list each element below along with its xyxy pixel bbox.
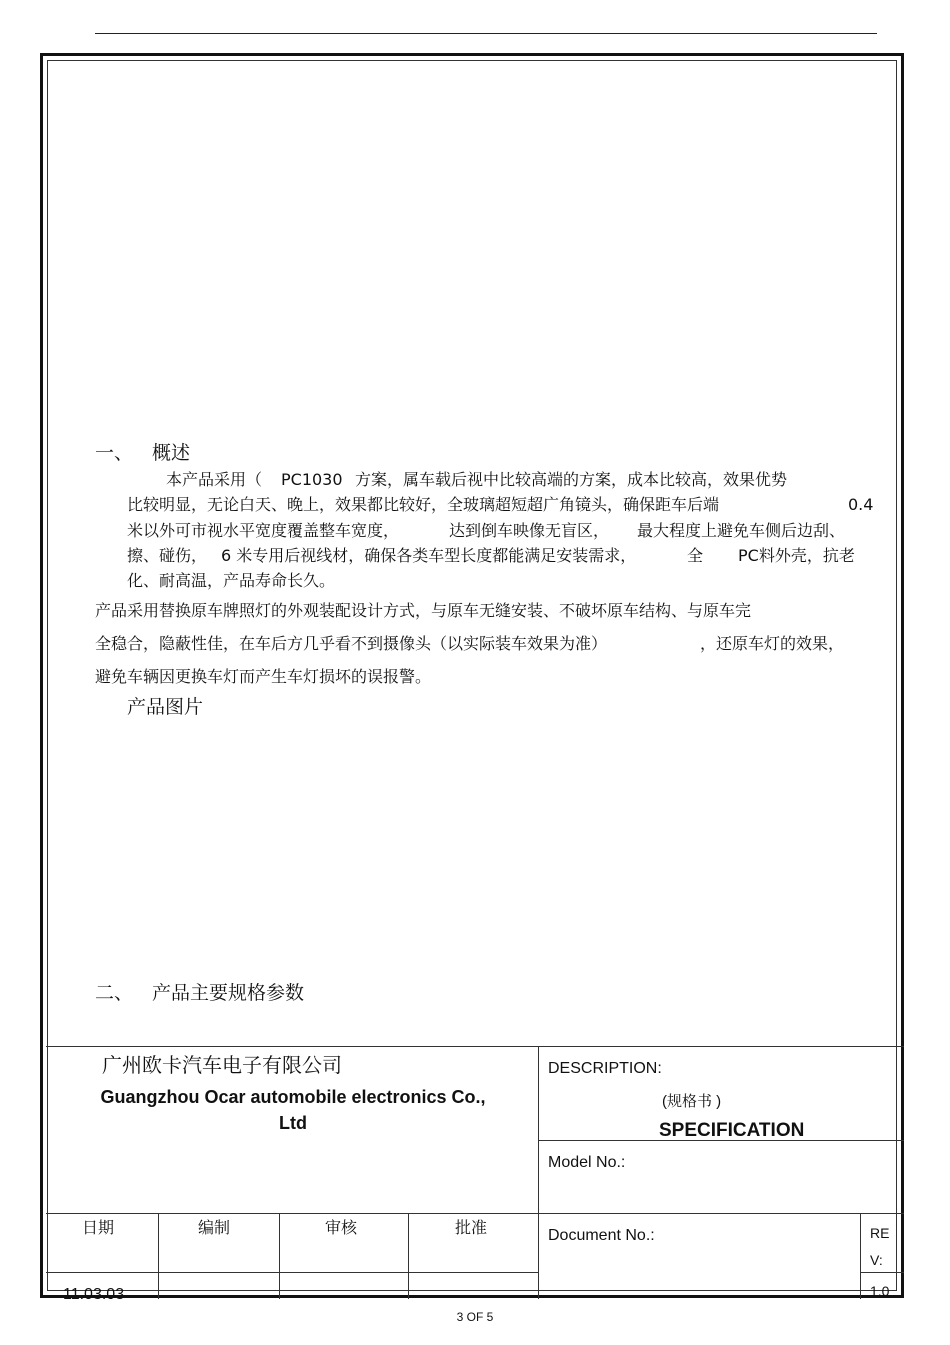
- revision-label-part1: RE: [870, 1225, 890, 1241]
- para1-line3-b: 达到倒车映像无盲区，: [449, 521, 610, 540]
- page-number: 3 OF 5: [456, 1310, 494, 1324]
- para2-line1: 产品采用替换原车牌照灯的外观装配设计方式，与原车无缝安装、不破坏原车结构、与原车完: [95, 601, 752, 620]
- revision-value: 1.0: [870, 1283, 890, 1299]
- document-number-label: Document No.:: [548, 1227, 655, 1244]
- model-number-label: Model No.:: [548, 1154, 626, 1171]
- para1-line3-a: 米以外可市视水平宽度覆盖整车宽度，: [127, 521, 400, 540]
- date-header: 日期: [82, 1218, 115, 1237]
- para1-line1-b: PC1030: [281, 470, 343, 489]
- approve-header: 批准: [455, 1218, 488, 1237]
- description-cn: (规格书 ): [662, 1093, 722, 1110]
- revision-label-part2: V:: [870, 1252, 883, 1268]
- para1-line4-a: 擦、碰伤，: [127, 546, 208, 565]
- header-rule: [95, 33, 877, 34]
- titleblock-vline-rev: [860, 1213, 861, 1299]
- para1-line1-a: 本产品采用（: [166, 470, 263, 489]
- titleblock-top-line: [46, 1046, 904, 1047]
- para1-line4-b: 6 米专用后视线材，确保各类车型长度都能满足安装需求，: [221, 546, 637, 565]
- titleblock-vline-3: [408, 1213, 409, 1299]
- para2-line2-a: 全稳合，隐蔽性佳，在车后方几乎看不到摄像头（以实际装车效果为准）: [95, 634, 608, 653]
- para2-line3: 避免车辆因更换车灯而产生车灯损坏的误报警。: [95, 667, 432, 686]
- company-name-en-line2: Ltd: [279, 1113, 307, 1133]
- description-spec: SPECIFICATION: [659, 1120, 805, 1141]
- para1-line1-c: 方案，属车载后视中比较高端的方案，成本比较高，效果优势: [355, 470, 788, 489]
- section2-title: 产品主要规格参数: [152, 982, 305, 1004]
- section1-title: 概述: [152, 442, 191, 464]
- titleblock-center-vline: [538, 1046, 539, 1299]
- para1-line4-d: PC料外壳，抗老: [738, 546, 855, 565]
- para2-line2-b: ，还原车灯的效果，: [700, 634, 845, 653]
- para1-line2-b: 0.4: [848, 495, 874, 514]
- section2-number: 二、: [95, 982, 134, 1004]
- titleblock-sign-row-line: [46, 1272, 538, 1273]
- para1-line2-a: 比较明显，无论白天、晚上，效果都比较好，全玻璃超短超广角镜头，确保距车后端: [127, 495, 720, 514]
- date-value: 11.03.03: [63, 1286, 125, 1303]
- titleblock-vline-1: [158, 1213, 159, 1299]
- product-photo-label: 产品图片: [127, 696, 204, 718]
- prepared-header: 编制: [198, 1218, 231, 1237]
- review-header: 审核: [325, 1218, 358, 1237]
- company-name-cn: 广州欧卡汽车电子有限公司: [102, 1053, 342, 1077]
- titleblock-mid-line: [46, 1213, 904, 1214]
- company-name-en-line1: Guangzhou Ocar automobile electronics Co.,: [100, 1087, 486, 1107]
- titleblock-vline-2: [279, 1213, 280, 1299]
- para1-line3-c: 最大程度上避免车侧后边刮、: [637, 521, 846, 540]
- para1-line5: 化、耐高温，产品寿命长久。: [127, 571, 336, 590]
- para1-line4-c: 全: [687, 546, 704, 565]
- titleblock-rev-row-line: [860, 1272, 904, 1273]
- description-label: DESCRIPTION:: [548, 1060, 662, 1077]
- section1-number: 一、: [95, 442, 134, 464]
